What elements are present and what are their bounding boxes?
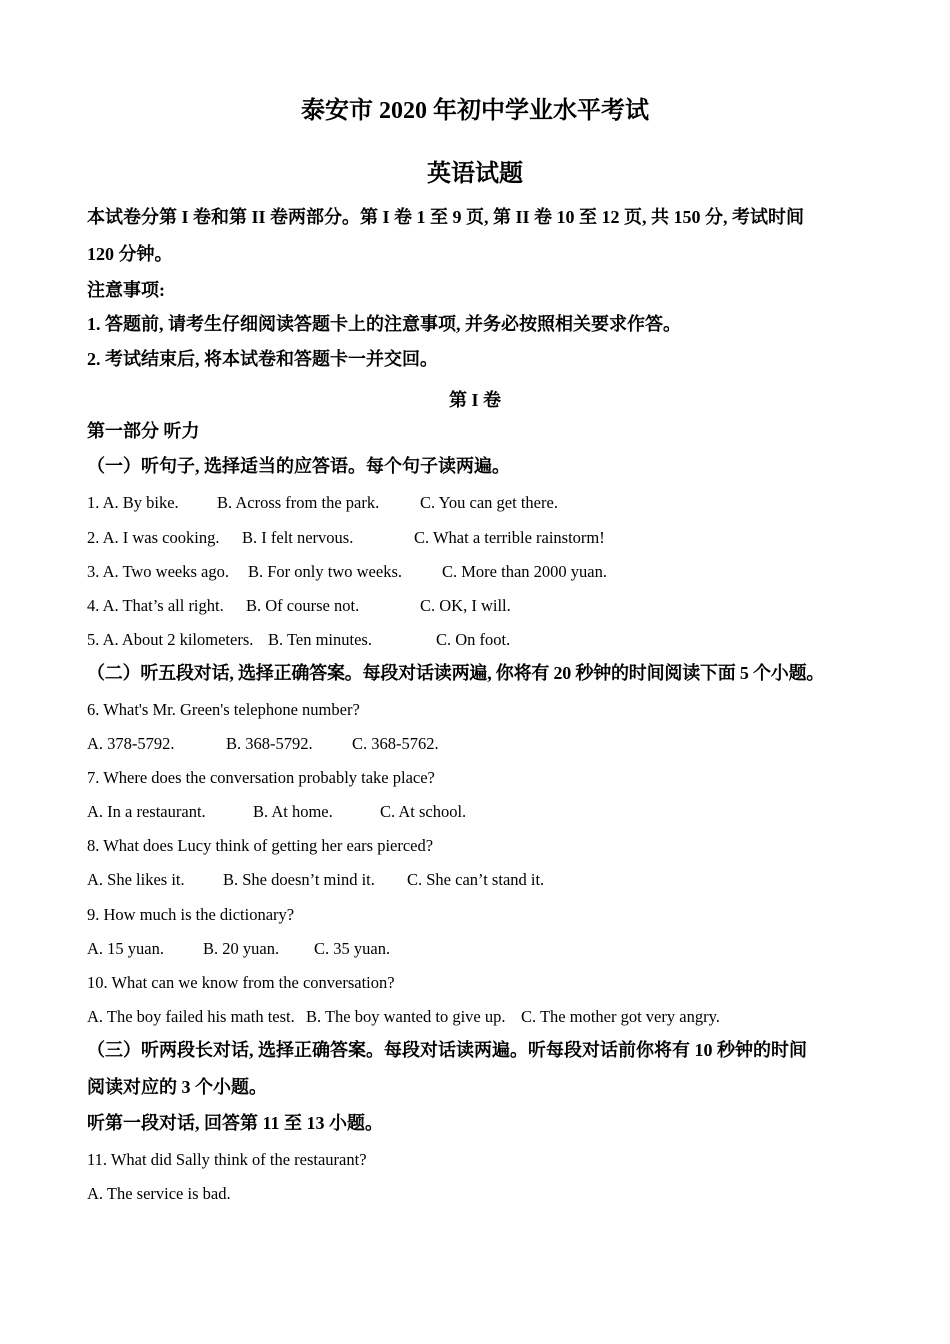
option-b: B. Across from the park. <box>217 493 380 512</box>
option-a: A. In a restaurant. <box>87 802 206 821</box>
question-stem: 11. What did Sally think of the restaurant? <box>87 1150 367 1169</box>
option-b: B. Ten minutes. <box>268 630 372 649</box>
section-1-heading: （一）听句子, 选择适当的应答语。每个句子读两遍。 <box>87 456 510 476</box>
option-a: A. 378-5792. <box>87 734 175 753</box>
option-a: 3. A. Two weeks ago. <box>87 562 229 581</box>
option-c: C. OK, I will. <box>420 596 511 615</box>
option-a: A. 15 yuan. <box>87 939 164 958</box>
intro-line-1: 本试卷分第 I 卷和第 II 卷两部分。第 I 卷 1 至 9 页, 第 II 卷 10 至 12 页, 共 150 分, 考试时间 <box>87 207 805 227</box>
option-b: B. She doesn’t mind it. <box>223 870 375 889</box>
option-c: C. At school. <box>380 802 467 821</box>
part-title: 第一部分 听力 <box>87 421 200 441</box>
section-3-heading-line-1: （三）听两段长对话, 选择正确答案。每段对话读两遍。听每段对话前你将有 10 秒钟的时间 <box>87 1040 807 1060</box>
option-b: B. 368-5792. <box>226 734 313 753</box>
question-stem: 7. Where does the conversation probably take place? <box>87 768 435 787</box>
section-3-heading-line-2: 阅读对应的 3 个小题。 <box>87 1077 267 1097</box>
option-c: C. More than 2000 yuan. <box>442 562 607 581</box>
option-b: B. For only two weeks. <box>248 562 402 581</box>
intro-line-2: 120 分钟。 <box>87 244 173 264</box>
question-stem: 6. What's Mr. Green's telephone number? <box>87 700 360 719</box>
option-a: 5. A. About 2 kilometers. <box>87 630 254 649</box>
option-a: A. The service is bad. <box>87 1184 231 1203</box>
question-stem: 8. What does Lucy think of getting her ears pierced? <box>87 836 434 855</box>
section-3-subheading: 听第一段对话, 回答第 11 至 13 小题。 <box>87 1113 384 1133</box>
volume-title: 第 I 卷 <box>448 390 501 410</box>
question-stem: 10. What can we know from the conversation? <box>87 973 395 992</box>
option-c: C. 35 yuan. <box>314 939 391 958</box>
option-b: B. At home. <box>253 802 333 821</box>
option-c: C. 368-5762. <box>352 734 439 753</box>
option-a: 4. A. That’s all right. <box>87 596 224 615</box>
option-c: C. She can’t stand it. <box>407 870 545 889</box>
option-b: B. 20 yuan. <box>203 939 280 958</box>
option-c: C. What a terrible rainstorm! <box>414 528 605 547</box>
option-b: B. The boy wanted to give up. <box>306 1007 506 1026</box>
option-a: A. She likes it. <box>87 870 185 889</box>
option-a: 1. A. By bike. <box>87 493 179 512</box>
section-2-heading: （二）听五段对话, 选择正确答案。每段对话读两遍, 你将有 20 秒钟的时间阅读下面 5 个小题。 <box>87 663 825 683</box>
option-a: 2. A. I was cooking. <box>87 528 220 547</box>
option-b: B. Of course not. <box>246 596 360 615</box>
option-c: C. The mother got very angry. <box>521 1007 720 1026</box>
exam-title: 泰安市 2020 年初中学业水平考试 <box>301 98 649 124</box>
question-stem: 9. How much is the dictionary? <box>87 905 295 924</box>
exam-subtitle: 英语试题 <box>427 161 523 187</box>
option-b: B. I felt nervous. <box>242 528 354 547</box>
notice-item-1: 1. 答题前, 请考生仔细阅读答题卡上的注意事项, 并务必按照相关要求作答。 <box>87 314 681 334</box>
option-c: C. On foot. <box>436 630 511 649</box>
option-a: A. The boy failed his math test. <box>87 1007 295 1026</box>
notice-heading: 注意事项: <box>87 280 165 300</box>
option-c: C. You can get there. <box>420 493 558 512</box>
notice-item-2: 2. 考试结束后, 将本试卷和答题卡一并交回。 <box>87 349 438 369</box>
